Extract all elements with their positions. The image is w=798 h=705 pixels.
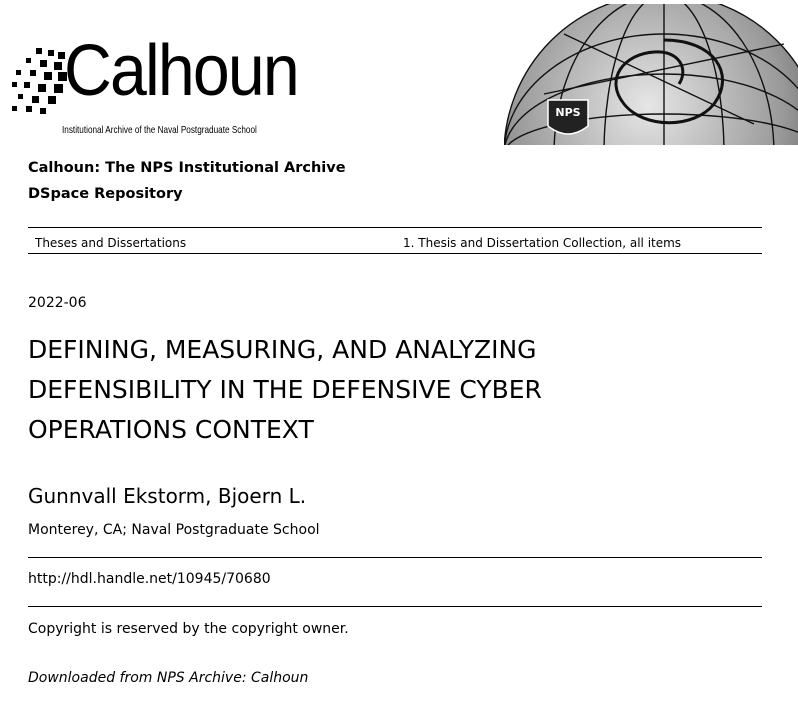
divider [28, 227, 762, 228]
title-line: DEFINING, MEASURING, AND ANALYZING [28, 335, 537, 364]
globe-graphic [504, 4, 798, 145]
divider [28, 557, 762, 558]
item-title [28, 330, 768, 450]
download-note: Downloaded from NPS Archive: Calhoun [28, 670, 309, 686]
collection-link[interactable]: Theses and Dissertations [35, 236, 187, 250]
item-author: Gunnvall Ekstorm, Bjoern L. [28, 484, 307, 508]
handle-link[interactable]: http://hdl.handle.net/10945/70680 [28, 571, 271, 587]
nps-seal [548, 100, 588, 134]
globe-icon [504, 4, 798, 145]
logo-tagline: Institutional Archive of the Naval Postgraduate School [62, 124, 257, 136]
item-date: 2022-06 [28, 295, 87, 311]
pixel-dots-icon [10, 48, 70, 118]
item-publisher: Monterey, CA; Naval Postgraduate School [28, 522, 320, 538]
subcollection-link[interactable]: 1. Thesis and Dissertation Collection, all items [403, 236, 682, 250]
divider [28, 606, 762, 607]
calhoun-logo [10, 31, 310, 138]
title-line: DEFENSIBILITY IN THE DEFENSIVE CYBER [28, 375, 542, 404]
copyright-text: Copyright is reserved by the copyright owner. [28, 621, 349, 637]
logo-wordmark: Calhoun [64, 31, 298, 111]
repository-sub: DSpace Repository [28, 186, 183, 202]
repository-name: Calhoun: The NPS Institutional Archive [28, 160, 346, 176]
seal-text: NPS [555, 106, 581, 119]
divider [28, 253, 762, 254]
title-line: OPERATIONS CONTEXT [28, 415, 314, 444]
